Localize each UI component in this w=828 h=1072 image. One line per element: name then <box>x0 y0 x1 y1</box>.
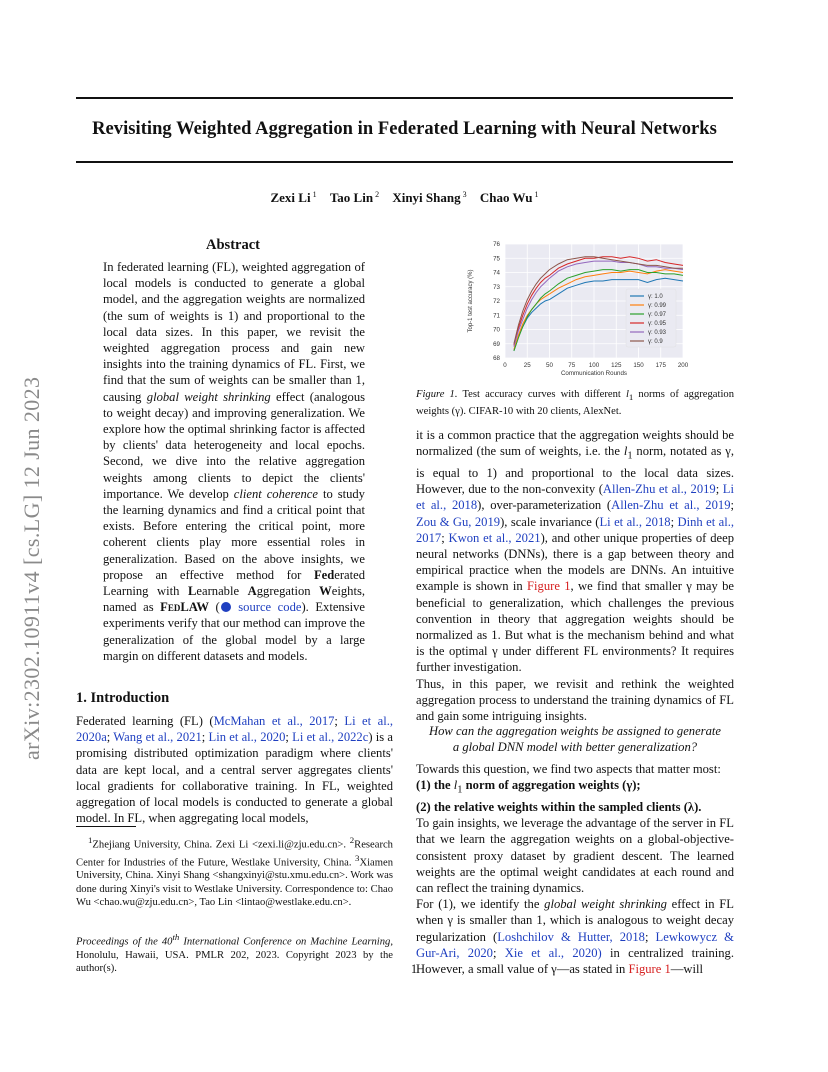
author-name[interactable]: Tao Lin <box>329 190 374 206</box>
legend-label: γ: 0.9 <box>648 339 663 345</box>
x-axis-label: Communication Rounds <box>560 370 628 377</box>
y-tick-label: 72 <box>493 298 500 305</box>
section-heading-introduction: 1. Introduction <box>76 690 170 706</box>
citation-link[interactable]: Allen-Zhu et al., 2019 <box>611 498 731 513</box>
github-icon[interactable] <box>221 602 231 612</box>
author-list <box>76 190 733 206</box>
author <box>480 190 539 205</box>
x-tick-label: 175 <box>655 362 666 369</box>
author-name[interactable]: Zexi Li <box>270 190 311 206</box>
x-tick-label: 25 <box>523 362 531 369</box>
citation-link[interactable]: Li et al., 2022c <box>292 730 369 745</box>
research-question: How can the aggregation weights be assigned to generate a global DNN model with better generalization? <box>429 724 721 755</box>
citation-link[interactable]: Wang et al., 2021 <box>113 730 202 745</box>
proceedings-note: Proceedings of the 40th International Conference on Machine Learning, Honolulu, Hawaii, USA. PMLR 202, 2023. Copyright 2023 by the author(s). <box>76 932 393 974</box>
author <box>392 190 466 205</box>
y-tick-label: 75 <box>493 255 500 263</box>
figure-link[interactable]: Figure 1 <box>628 961 671 976</box>
y-tick-label: 74 <box>493 269 500 277</box>
figure-1-caption: Figure 1. Test accuracy curves with different $l_1$ norms of aggregation weights (γ). CIFAR-10 with 20 clients, AlexNet. <box>416 389 734 417</box>
citation-link[interactable]: Zou & Gu, 2019 <box>416 514 501 529</box>
author-name[interactable]: Xinyi Shang <box>392 190 461 206</box>
y-tick-label: 71 <box>493 312 500 320</box>
affiliation-mark: 2 <box>375 190 380 199</box>
arxiv-stamp: arXiv:2302.10911v4 [cs.LG] 12 Jun 2023 <box>19 376 44 760</box>
x-tick-label: 0 <box>503 362 507 369</box>
y-tick-label: 73 <box>493 283 500 291</box>
citation-link[interactable]: Lin et al., 2020 <box>208 730 286 745</box>
author <box>270 190 316 205</box>
top-rule <box>76 97 733 99</box>
affiliation-mark: 1 <box>534 190 539 199</box>
citation-link[interactable]: Li et al., 2018 <box>599 514 671 529</box>
citation-link[interactable]: Dinh et al., 2017 <box>416 514 734 545</box>
author-name[interactable]: Chao Wu <box>479 190 533 206</box>
page-number: 1 <box>410 962 418 976</box>
intro-paragraph: Federated learning (FL) (McMahan et al., 2017; Li et al., 2020a; Wang et al., 2021; Lin et al., 2020; Li et al., 2022c) is a promising distributed optimization paradigm where clients' data are kept local, and a central server aggregates clients' local gradients for collaborative training. In FL, weighted aggregation of local models is conducted to generate a global model. In FL, when aggregating local models, <box>76 714 393 826</box>
paper-title: Revisiting Weighted Aggregation in Federated Learning with Neural Networks <box>92 119 717 139</box>
y-tick-label: 68 <box>493 355 500 362</box>
x-tick-label: 150 <box>633 362 644 369</box>
x-tick-label: 50 <box>546 362 553 369</box>
figure-link[interactable]: Figure 1 <box>527 579 571 594</box>
citation-link[interactable]: Kwon et al., 2021 <box>448 530 541 545</box>
footnotes: $^1$Zhejiang University, China. Zexi Li <zexi.li@zju.edu.cn>. $^2$Research Center for Industries of the Future, Westlake University, China. $^3$Xiamen University, China. Xinyi Shang <shangxinyi@stu.xmu.edu.cn>. Work was done during Xinyi's visit to Westlake University. Correspondence to: Chao Wu <chao.wu@zju.edu.cn>, Tao Lin <lintao@westlake.edu.cn>. <box>76 835 393 908</box>
legend-label: γ: 0.95 <box>648 321 667 327</box>
x-tick-label: 125 <box>611 362 622 369</box>
right-column-text: it is a common practice that the aggregation weights should be normalized (the sum of weights, i.e. the $l_1$ norm, notated as γ, is equal to 1) and proportional to the local data sizes. However, due to the non-convexity (Allen-Zhu et al., 2019; Li et al., 2018), over-parameterization (Allen-Zhu et al., 2019; Zou & Gu, 2019), scale invariance (Li et al., 2018; Dinh et al., 2017; Kwon et al., 2021), and other unique properties of deep neural networks (DNNs), there is a gap between theory and empirical practice when the models are DNNs. An intuitive example is shown in Figure 1, we find that smaller γ may be beneficial to generalization, which challenges the previous convention in theory that aggregation weights should be normalized as 1. But what is the mechanism behind and what is the optimal γ under different FL environments? It requires further investigation. Thus, in this paper, we revisit and rethink the weighted aggregation process to understand the training dynamics of FL and gain some intriguing insights. <box>416 428 734 723</box>
right-column-text-2: Towards this question, we find two aspects that matter most: (1) the $l_1$ norm of aggregation weights (γ); (2) the relative weights within the sampled clients (λ). To gain insights, we leverage the advantage of the server in FL that we learn the aggregation weights on a global-objective-consistent proxy dataset by gradient descent. The learned weights are the optimal weight candidates at each round and can reflect the training dynamics. For (1), we identify the global weight shrinking effect in FL when γ is smaller than 1, which is analogous to weight decay regularization (Loshchilov & Hutter, 2018; Lewkowycz & Gur-Ari, 2020; Xie et al., 2020) in centralized training. However, a small value of γ—as stated in Figure 1—will <box>416 762 735 976</box>
x-tick-label: 100 <box>588 362 600 369</box>
footnote-rule <box>76 826 136 827</box>
legend-label: γ: 1.0 <box>648 294 663 300</box>
x-tick-label: 75 <box>568 362 576 369</box>
title-rule <box>76 161 733 163</box>
author <box>330 190 379 205</box>
y-tick-label: 69 <box>493 340 500 348</box>
citation-link[interactable]: Li et al., 2018 <box>416 482 734 513</box>
x-tick-label: 200 <box>677 362 689 369</box>
citation-link[interactable]: McMahan et al., 2017 <box>213 714 335 728</box>
affiliation-mark: 3 <box>462 190 467 199</box>
affiliation-mark: 1 <box>312 190 317 199</box>
y-axis-label: Top-1 test accuracy (%) <box>468 269 474 333</box>
legend-label: γ: 0.99 <box>648 303 667 309</box>
method-name: FedLAW <box>160 600 210 615</box>
source-code-link[interactable]: source code <box>238 600 302 615</box>
abstract-heading: Abstract <box>206 237 260 253</box>
y-tick-label: 76 <box>493 241 500 248</box>
abstract-text: In federated learning (FL), weighted aggregation of local models is conducted to generate a global model, and the aggregation weights are normalized (the sum of weights is 1) and proportional to the local data sizes. In this paper, we revisit the weighted aggregation process and gain new insights into the training dynamics of FL. First, we find that the sum of weights can be smaller than 1, causing global weight shrinking effect (analogous to weight decay) and improving generalization. We explore how the optimal shrinking factor is affected by clients' data heterogeneity and local epochs. Second, we dive into the relative aggregation weights among clients to depict the clients' importance. We develop client coherence to study the learning dynamics and find a critical point that exists. Before entering the critical point, more coherent clients play more essential roles in generalization. Based on the above insights, we propose an effective method for Federated Learning with Learnable Aggregation Weights, named as FedLAW ( source code). Extensive experiments verify that our method can improve the generalization of the global model by a large margin on different datasets and models. <box>103 260 366 663</box>
legend-label: γ: 0.97 <box>648 312 667 318</box>
citation-link[interactable]: Allen-Zhu et al., 2019 <box>602 482 716 497</box>
citation-link[interactable]: Lewkowycz & Gur-Ari, 2020 <box>416 929 734 960</box>
y-tick-label: 70 <box>493 326 500 334</box>
citation-link[interactable]: Xie et al., 2020) <box>504 945 602 960</box>
citation-link[interactable]: Li et al., 2020a <box>76 714 393 745</box>
citation-link[interactable]: Loshchilov & Hutter, 2018 <box>497 929 645 944</box>
legend-label: γ: 0.93 <box>648 330 667 336</box>
figure-1-chart <box>460 238 690 381</box>
